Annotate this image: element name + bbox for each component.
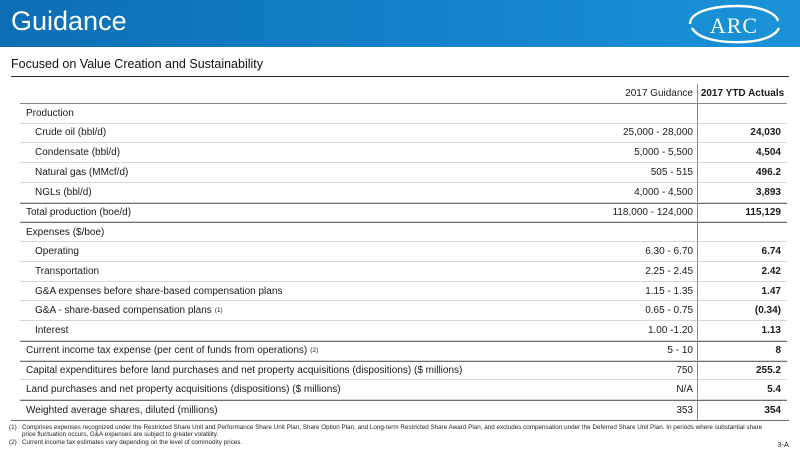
section-label-expenses: Expenses ($/boe) [20,222,560,242]
guidance-cell: 750 [560,361,698,381]
row-label: Interest [20,321,560,341]
footnote-number: (1) [9,424,17,431]
arc-logo [668,3,786,45]
guidance-table [20,84,787,420]
row-label: Weighted average shares, diluted (millions) [20,400,560,420]
actual-cell: 24,030 [698,124,787,144]
row-label: Land purchases and net property acquisitions (dispositions) ($ millions) [20,380,560,400]
logo-text: ARC [709,13,759,38]
actual-cell [698,104,787,124]
actual-cell: 115,129 [698,203,787,223]
row-label: Transportation [20,262,560,282]
row-label-total-production: Total production (boe/d) [20,203,560,223]
actual-cell: 2.42 [698,262,787,282]
actual-cell: 6.74 [698,242,787,262]
row-label: NGLs (bbl/d) [20,183,560,203]
guidance-cell: 4,000 - 4,500 [560,183,698,203]
page-title: Guidance [11,6,127,36]
footnote-number: (2) [9,438,17,446]
section-label-production: Production [20,104,560,124]
row-label: Crude oil (bbl/d) [20,124,560,144]
row-label: Capital expenditures before land purchases and net property acquisitions (dispositions) ($ millions) [20,361,560,381]
actual-cell: (0.34) [698,301,787,321]
actual-cell [698,222,787,242]
row-label [20,341,560,361]
guidance-cell: 5,000 - 5,500 [560,143,698,163]
table-bottom-rule [11,420,789,421]
column-header-actuals: 2017 YTD Actuals [698,84,787,104]
guidance-cell: 353 [560,400,698,420]
guidance-cell: 505 - 515 [560,163,698,183]
footnote-text: Comprises expenses recognized under the Restricted Share Unit and Performance Share Unit Plan, Share Option Plan, and Long-term Restricted Share Award Plan, and excludes compensation under the Deferred Share Unit Plan. In periods where substantial share price fluctuation occurs, G&A expenses are subject to greater volatility. [22,424,763,439]
guidance-cell: 118,000 - 124,000 [560,203,698,223]
actual-cell: 255.2 [698,361,787,381]
row-label: Natural gas (MMcf/d) [20,163,560,183]
actual-cell: 8 [698,341,787,361]
guidance-cell: 5 - 10 [560,341,698,361]
row-label: Condensate (bbl/d) [20,143,560,163]
guidance-cell: 6.30 - 6.70 [560,242,698,262]
guidance-cell: 1.15 - 1.35 [560,282,698,302]
page-number: 3-A [777,440,789,449]
row-label-text: Current income tax expense (per cent of funds from operations) [26,345,308,357]
actual-cell: 5.4 [698,380,787,400]
guidance-cell: N/A [560,380,698,400]
guidance-cell: 25,000 - 28,000 [560,124,698,144]
footnote-1 [9,424,769,439]
footnote-ref: (1) [214,307,223,315]
footnote-ref: (2) [310,347,319,355]
guidance-cell [560,222,698,242]
subtitle: Focused on Value Creation and Sustainability [11,57,264,71]
footnotes [9,424,769,446]
guidance-cell: 1.00 -1.20 [560,321,698,341]
actual-cell: 1.47 [698,282,787,302]
footnote-text: Current income tax estimates vary depending on the level of commodity prices. [22,438,243,446]
actual-cell: 1.13 [698,321,787,341]
title-bar [0,0,800,47]
actual-cell: 3,893 [698,183,787,203]
row-label: Operating [20,242,560,262]
guidance-cell: 0.65 - 0.75 [560,301,698,321]
actual-cell: 354 [698,400,787,420]
row-label: G&A expenses before share-based compensation plans [20,282,560,302]
actual-cell: 4,504 [698,143,787,163]
guidance-cell [560,104,698,124]
subtitle-divider [11,76,789,77]
guidance-cell: 2.25 - 2.45 [560,262,698,282]
footnote-2 [9,439,769,446]
table-header-blank [20,84,560,104]
column-header-guidance: 2017 Guidance [560,84,698,104]
actual-cell: 496.2 [698,163,787,183]
row-label-text: G&A - share-based compensation plans [35,305,212,317]
row-label [20,301,560,321]
